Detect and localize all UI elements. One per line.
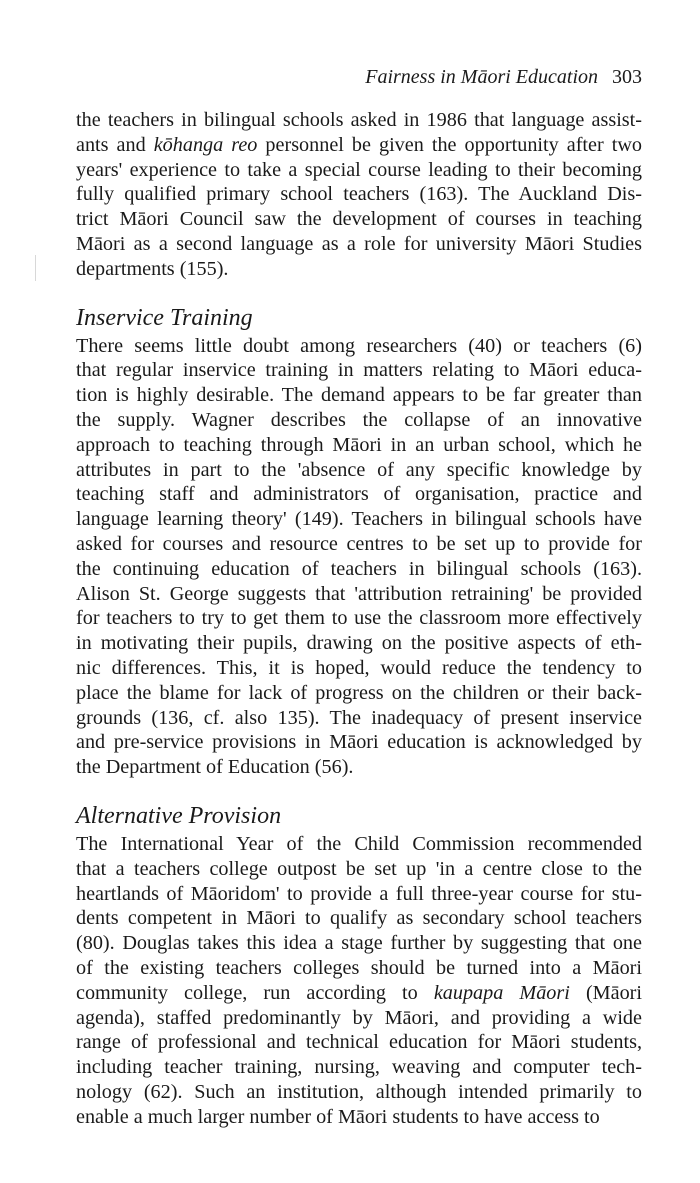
section-paragraph (76, 832, 642, 1130)
text-line: that regular inservice training in matters relating to Māori educa- (76, 359, 642, 382)
text-line: Māori as a second language as a role for university Māori Studies (76, 232, 642, 255)
section-inservice-training (76, 304, 642, 780)
text-line: trict Māori Council saw the development of courses in teaching (76, 208, 642, 231)
text-line: the continuing education of teachers in bilingual schools (163). (76, 557, 642, 580)
section-alternative-provision (76, 802, 642, 1130)
paragraph-text (76, 334, 642, 780)
text-line: the teachers in bilingual schools asked in 1986 that language assist- (76, 109, 642, 131)
text-line: community college, run according to kaupapa Māori (Māori (76, 981, 642, 1004)
running-head (76, 64, 642, 90)
opening-paragraph (76, 108, 642, 282)
running-head-title: Fairness in Māori Education (365, 66, 598, 88)
section-heading: Alternative Provision (76, 802, 282, 829)
text-line: tion is highly desirable. The demand appears to be far greater than (76, 384, 642, 407)
text-line: for teachers to try to get them to use the classroom more effectively (76, 607, 642, 630)
text-line: that a teachers college outpost be set up 'in a centre close to the (76, 857, 642, 880)
text-line: language learning theory' (149). Teachers in bilingual schools have (76, 508, 642, 531)
text-line: (80). Douglas takes this idea a stage further by suggesting that one (76, 932, 642, 955)
text-line: approach to teaching through Māori in an urban school, which he (76, 433, 642, 456)
text-line: the supply. Wagner describes the collapse of an innovative (76, 408, 642, 431)
text-line: range of professional and technical education for Māori students, (76, 1031, 642, 1054)
text-line: the Department of Education (56). (76, 756, 354, 779)
text-line: There seems little doubt among researchers (40) or teachers (6) (76, 334, 642, 357)
text-line: ants and kōhanga reo personnel be given the opportunity after two (76, 133, 643, 156)
text-line: nology (62). Such an institution, although intended primarily to (76, 1080, 642, 1103)
text-line: place the blame for lack of progress on the children or their back- (76, 681, 642, 704)
text-line: asked for courses and resource centres to be set up to provide for (76, 532, 642, 555)
paragraph-text (76, 108, 642, 282)
text-line: The International Year of the Child Commission recommended (76, 832, 642, 855)
text-line: years' experience to take a special course leading to their becoming (76, 158, 642, 181)
paragraph-text (76, 832, 642, 1130)
text-line: teaching staff and administrators of organisation, practice and (76, 483, 642, 506)
text-line: attributes in part to the 'absence of any specific knowledge by (76, 458, 642, 481)
text-line: heartlands of Māoridom' to provide a full three-year course for stu- (76, 882, 642, 905)
text-line: nic differences. This, it is hoped, would reduce the tendency to (76, 656, 642, 679)
book-page (76, 64, 642, 1129)
text-line: grounds (136, cf. also 135). The inadequacy of present inservice (76, 706, 642, 729)
page-number: 303 (612, 66, 642, 88)
text-line: enable a much larger number of Māori students to have access to (76, 1105, 600, 1128)
text-line: fully qualified primary school teachers (163). The Auckland Dis- (76, 183, 642, 206)
text-line: and pre-service provisions in Māori education is acknowledged by (76, 731, 642, 754)
text-line: of the existing teachers colleges should be turned into a Māori (76, 956, 642, 979)
text-line: departments (155). (76, 257, 229, 280)
italic-term: kaupapa Māori (433, 981, 570, 1004)
text-line: Alison St. George suggests that 'attribution retraining' be provided (76, 582, 642, 605)
margin-mark (35, 255, 36, 281)
text-line: dents competent in Māori to qualify as secondary school teachers (76, 907, 642, 930)
text-line: including teacher training, nursing, weaving and computer tech- (76, 1056, 642, 1079)
text-line: in motivating their pupils, drawing on the positive aspects of eth- (76, 632, 642, 655)
text-line: agenda), staffed predominantly by Māori, and providing a wide (76, 1006, 642, 1029)
section-heading: Inservice Training (76, 304, 253, 331)
italic-term: kōhanga reo (153, 133, 258, 156)
section-paragraph (76, 334, 642, 780)
